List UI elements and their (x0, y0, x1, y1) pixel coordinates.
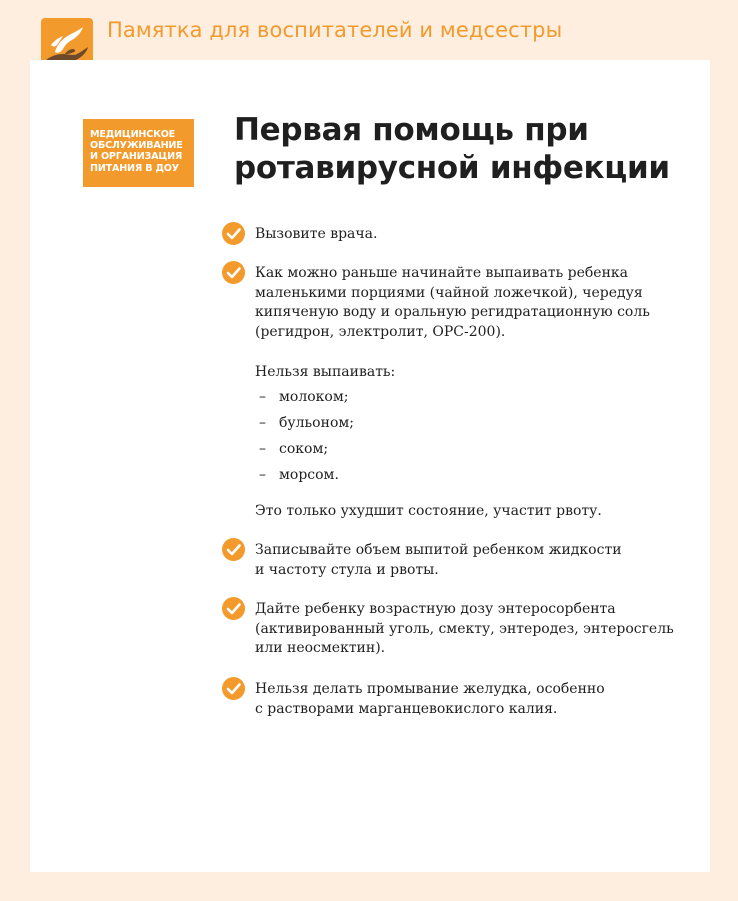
check-icon (222, 538, 245, 561)
list-item-line: Дайте ребенку возрастную дозу энтеросорбента (255, 601, 616, 617)
header-title: Памятка для воспитателей и медсестры (107, 18, 563, 42)
list-item-line: Записывайте объем выпитой ребенком жидкости (255, 542, 622, 558)
check-icon (222, 222, 245, 245)
list-item-line: и частоту стула и рвоты. (255, 561, 439, 578)
badge-line: ОБСЛУЖИВАНИЕ (90, 140, 183, 152)
dash-bullet: – (259, 415, 266, 431)
list-item-line: (активированный уголь, смекту, энтеродез, энтеросгель (255, 620, 674, 637)
list-item (255, 600, 674, 659)
forbidden-item: морсом. (279, 467, 339, 483)
forbidden-note: Это только ухудшит состояние, участит рвоту. (255, 503, 602, 519)
list-item-line: с растворами марганцевокислого калия. (255, 700, 558, 717)
check-icon (222, 677, 245, 700)
list-item-line: кипяченую воду и оральную регидратационную соль (255, 304, 650, 320)
forbidden-item: молоком; (279, 389, 349, 405)
dash-bullet: – (259, 389, 266, 405)
page-title (234, 111, 674, 187)
list-item-line: (регидрон, электролит, ОРС-200). (255, 323, 506, 340)
list-item-line: маленькими порциями (чайной ложечкой), чередуя (255, 284, 643, 301)
list-item-line: Вызовите врача. (255, 226, 378, 242)
check-icon (222, 597, 245, 620)
list-item (255, 541, 622, 580)
page-title-line: ротавирусной инфекции (234, 150, 670, 186)
badge-line: И ОРГАНИЗАЦИЯ (90, 151, 183, 163)
check-icon (222, 261, 245, 284)
list-item-line: Как можно раньше начинайте выпаивать ребенка (255, 265, 629, 281)
dash-bullet: – (259, 441, 266, 457)
list-item (255, 225, 377, 245)
list-item (255, 680, 605, 719)
badge-line: ПИТАНИЯ В ДОУ (90, 162, 179, 174)
forbidden-heading: Нельзя выпаивать: (255, 364, 396, 380)
badge-line: МЕДИЦИНСКОЕ (90, 129, 176, 140)
list-item-line: Нельзя делать промывание желудка, особенно (255, 681, 605, 697)
forbidden-item: бульоном; (279, 415, 354, 431)
dash-bullet: – (259, 467, 266, 483)
page-title-line: Первая помощь при (234, 112, 589, 148)
list-item (255, 264, 650, 342)
forbidden-item: соком; (279, 441, 329, 457)
category-badge (83, 119, 194, 187)
header (0, 0, 738, 60)
list-item-line: или неосмектин). (255, 640, 386, 656)
